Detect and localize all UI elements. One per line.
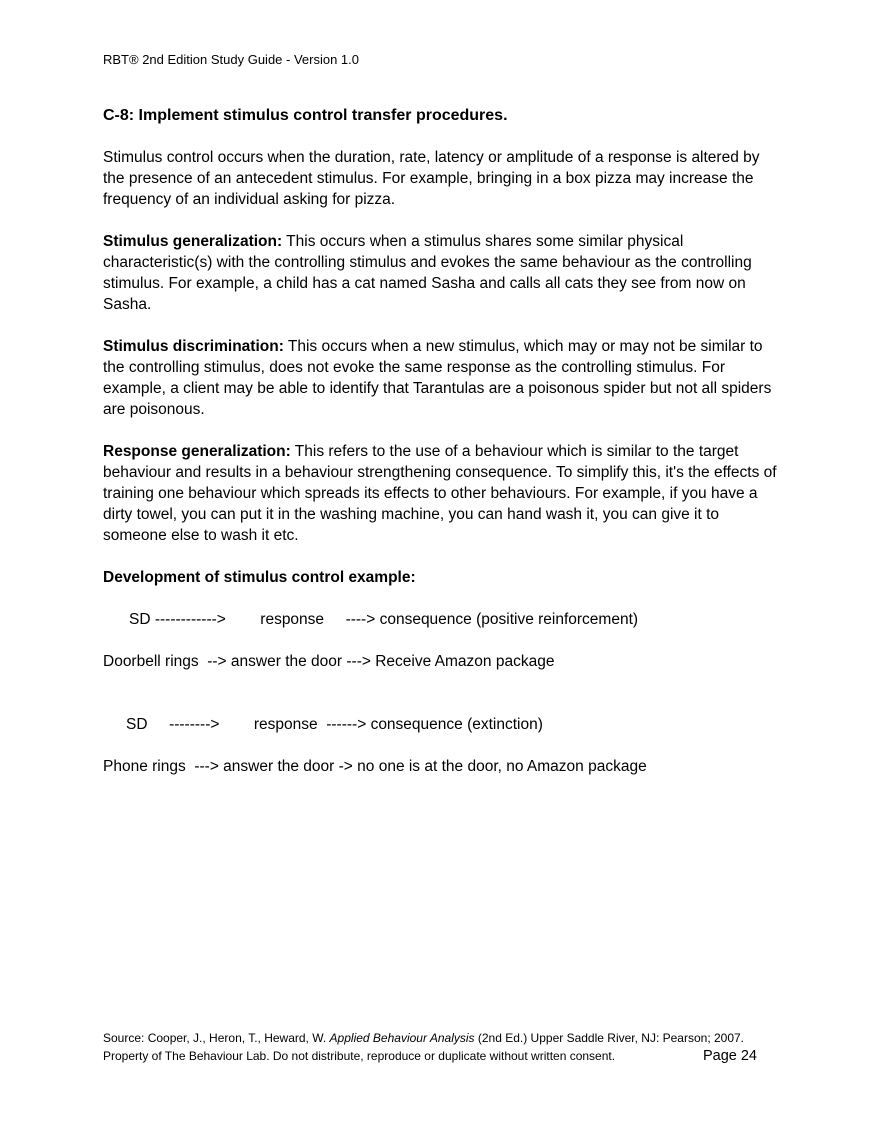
example-doorbell: Doorbell rings --> answer the door ---> Receive Amazon package <box>103 653 555 670</box>
footer-bottom-row <box>103 1047 780 1065</box>
example-phone: Phone rings ---> answer the door -> no one is at the door, no Amazon package <box>103 758 647 775</box>
page-number: Page 24 <box>702 1048 757 1064</box>
source-citation-prefix: Source: Cooper, J., Heron, T., Heward, W. <box>103 1031 330 1045</box>
formula-positive-reinforcement: SD ------------> response ----> consequence (positive reinforcement) <box>129 611 639 628</box>
term-paragraph-stimulus-discrimination <box>103 336 780 420</box>
section-title: C-8: Implement stimulus control transfer procedures. <box>103 107 508 124</box>
term-label-stimulus-generalization: Stimulus generalization: <box>103 233 283 250</box>
formula-extinction: SD --------> response ------> consequence (extinction) <box>126 716 543 733</box>
term-label-stimulus-discrimination: Stimulus discrimination: <box>103 338 284 355</box>
running-header: RBT® 2nd Edition Study Guide - Version 1.0 <box>103 52 359 67</box>
page-footer <box>103 1029 780 1065</box>
source-citation-suffix: (2nd Ed.) Upper Saddle River, NJ: Pearson; 2007. <box>474 1031 745 1045</box>
example-heading: Development of stimulus control example: <box>103 569 416 586</box>
term-paragraph-stimulus-generalization <box>103 231 780 315</box>
term-paragraph-response-generalization <box>103 441 780 546</box>
intro-paragraph: Stimulus control occurs when the duration, rate, latency or amplitude of a response is altered by the presence of an antecedent stimulus. For example, bringing in a box pizza may increase the frequency of an individual asking for pizza. <box>103 149 760 208</box>
term-label-response-generalization: Response generalization: <box>103 443 291 460</box>
term-definition-stimulus-discrimination: This occurs when a new stimulus, which may or may not be similar to the controlling stimulus, does not evoke the same response as the controlling stimulus. For example, a client may be able to identify that Tarantulas are a poisonous spider but not all spiders are poisonous. <box>103 338 772 418</box>
property-notice: Property of The Behaviour Lab. Do not distribute, reproduce or duplicate without written consent. <box>103 1049 616 1063</box>
term-definition-stimulus-generalization: This occurs when a stimulus shares some similar physical characteristic(s) with the controlling stimulus and evokes the same behaviour as the controlling stimulus. For example, a child has a cat named Sasha and calls all cats they see from now on Sasha. <box>103 233 752 313</box>
term-definition-response-generalization: This refers to the use of a behaviour which is similar to the target behaviour and results in a behaviour strengthening consequence. To simplify this, it's the effects of training one behaviour which spreads its effects to other behaviours. For example, if you have a dirty towel, you can put it in the washing machine, you can hand wash it, you can give it to someone else to wash it etc. <box>103 443 777 544</box>
source-citation <box>103 1029 780 1047</box>
source-citation-book-title: Applied Behaviour Analysis <box>329 1031 475 1045</box>
